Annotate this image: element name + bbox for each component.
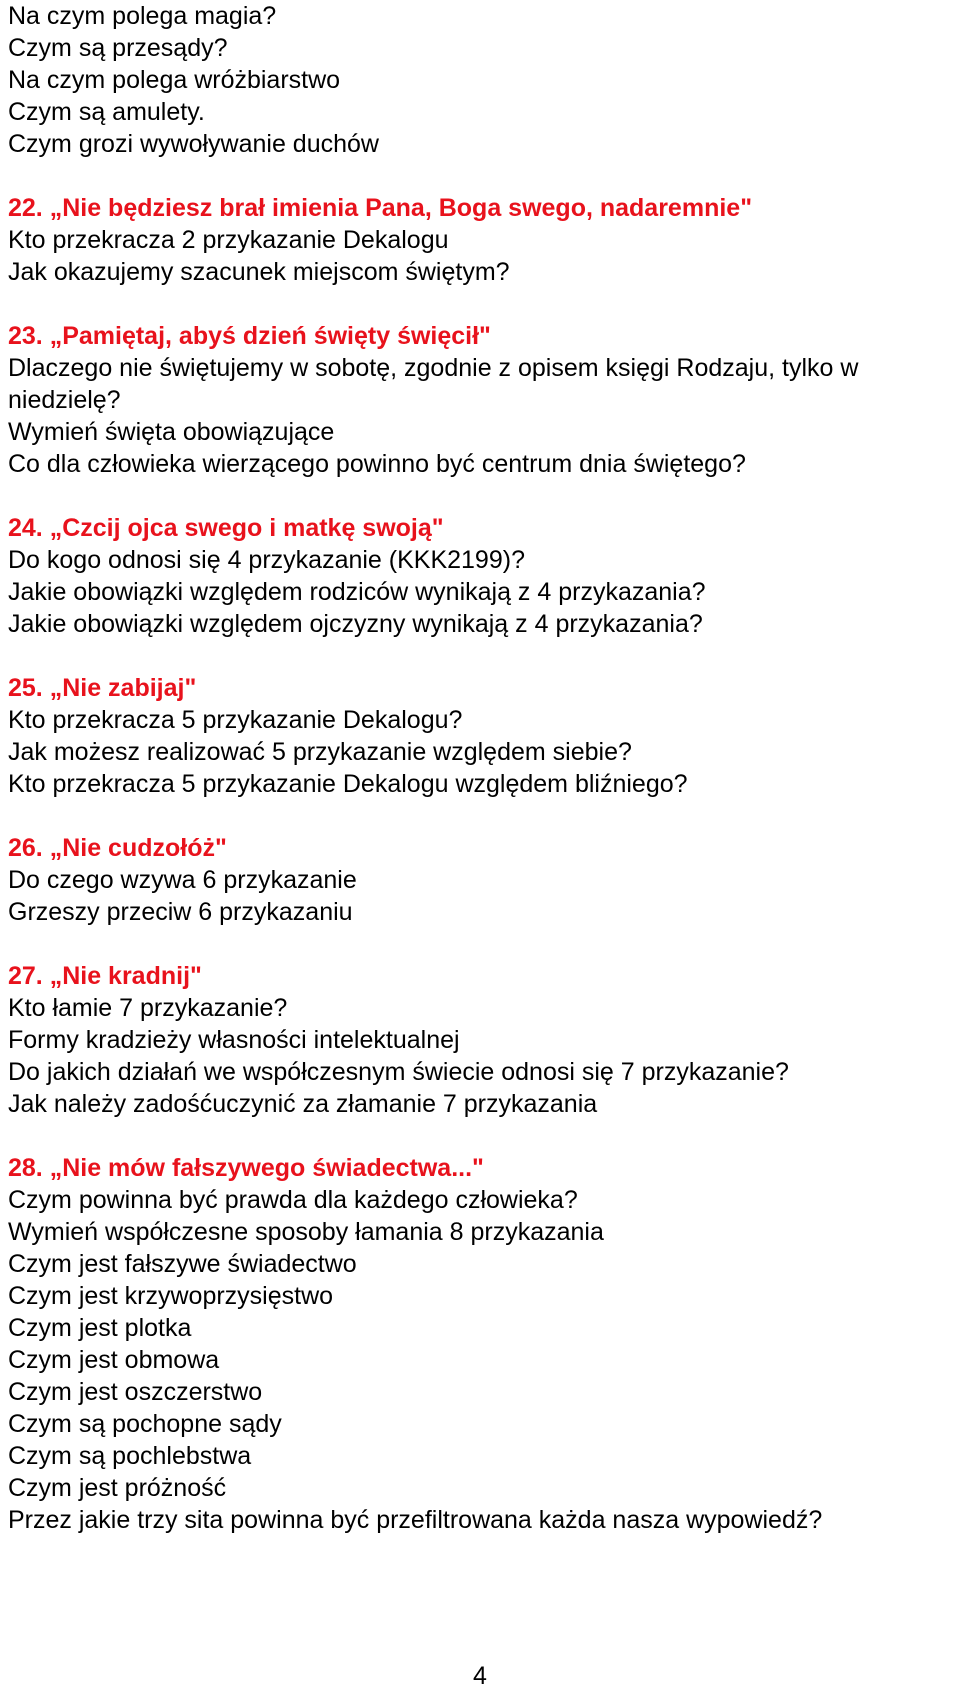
- section-25: [8, 672, 952, 800]
- text-line: Czym jest plotka: [8, 1314, 192, 1342]
- text-line: Kto łamie 7 przykazanie?: [8, 994, 288, 1022]
- spacer: [8, 160, 952, 192]
- spacer: [8, 480, 952, 512]
- section-22: [8, 192, 952, 288]
- text-line: Czym jest krzywoprzysięstwo: [8, 1282, 334, 1310]
- text-line: Na czym polega wróżbiarstwo: [8, 66, 341, 94]
- text-line: Dlaczego nie świętujemy w sobotę, zgodnie z opisem księgi Rodzaju, tylko w niedzielę?: [8, 354, 859, 414]
- intro-block: [8, 0, 952, 160]
- text-line: Czym jest fałszywe świadectwo: [8, 1250, 357, 1278]
- spacer: [8, 928, 952, 960]
- section-heading: 28. „Nie mów fałszywego świadectwa...": [8, 1154, 484, 1182]
- section-heading: 26. „Nie cudzołóż": [8, 834, 227, 862]
- document-page: [8, 0, 952, 1536]
- spacer: [8, 288, 952, 320]
- text-line: Wymień święta obowiązujące: [8, 418, 335, 446]
- spacer: [8, 640, 952, 672]
- section-26: [8, 832, 952, 928]
- text-line: Wymień współczesne sposoby łamania 8 przykazania: [8, 1218, 604, 1246]
- section-heading: 22. „Nie będziesz brał imienia Pana, Boga swego, nadaremnie": [8, 194, 753, 222]
- text-line: Jakie obowiązki względem ojczyzny wynikają z 4 przykazania?: [8, 610, 703, 638]
- text-line: Grzeszy przeciw 6 przykazaniu: [8, 898, 353, 926]
- section-heading: 27. „Nie kradnij": [8, 962, 202, 990]
- text-line: Do jakich działań we współczesnym świecie odnosi się 7 przykazanie?: [8, 1058, 789, 1086]
- text-line: Czym jest próżność: [8, 1474, 227, 1502]
- section-heading: 25. „Nie zabijaj": [8, 674, 197, 702]
- text-line: Kto przekracza 5 przykazanie Dekalogu względem bliźniego?: [8, 770, 688, 798]
- text-line: Kto przekracza 2 przykazanie Dekalogu: [8, 226, 449, 254]
- text-line: Jak okazujemy szacunek miejscom świętym?: [8, 258, 510, 286]
- section-heading: 24. „Czcij ojca swego i matkę swoją": [8, 514, 444, 542]
- text-line: Jak możesz realizować 5 przykazanie względem siebie?: [8, 738, 632, 766]
- text-line: Na czym polega magia?: [8, 2, 277, 30]
- text-line: Czym są amulety.: [8, 98, 205, 126]
- text-line: Jak należy zadośćuczynić za złamanie 7 przykazania: [8, 1090, 598, 1118]
- text-line: Czym grozi wywoływanie duchów: [8, 130, 379, 158]
- text-line: Czym są pochlebstwa: [8, 1442, 252, 1470]
- section-heading: 23. „Pamiętaj, abyś dzień święty święcił": [8, 322, 491, 350]
- spacer: [8, 800, 952, 832]
- text-line: Czym jest obmowa: [8, 1346, 220, 1374]
- text-line: Czym są pochopne sądy: [8, 1410, 282, 1438]
- text-line: Kto przekracza 5 przykazanie Dekalogu?: [8, 706, 463, 734]
- text-line: Do czego wzywa 6 przykazanie: [8, 866, 357, 894]
- section-23: [8, 320, 952, 480]
- section-24: [8, 512, 952, 640]
- text-line: Formy kradzieży własności intelektualnej: [8, 1026, 460, 1054]
- section-28: [8, 1152, 952, 1536]
- text-line: Do kogo odnosi się 4 przykazanie (KKK2199)?: [8, 546, 525, 574]
- section-27: [8, 960, 952, 1120]
- text-line: Co dla człowieka wierzącego powinno być centrum dnia świętego?: [8, 450, 746, 478]
- text-line: Czym jest oszczerstwo: [8, 1378, 263, 1406]
- spacer: [8, 1120, 952, 1152]
- text-line: Czym powinna być prawda dla każdego człowieka?: [8, 1186, 578, 1214]
- text-line: Jakie obowiązki względem rodziców wynikają z 4 przykazania?: [8, 578, 706, 606]
- text-line: Przez jakie trzy sita powinna być przefiltrowana każda nasza wypowiedź?: [8, 1506, 823, 1534]
- text-line: Czym są przesądy?: [8, 34, 228, 62]
- page-number: 4: [473, 1662, 487, 1690]
